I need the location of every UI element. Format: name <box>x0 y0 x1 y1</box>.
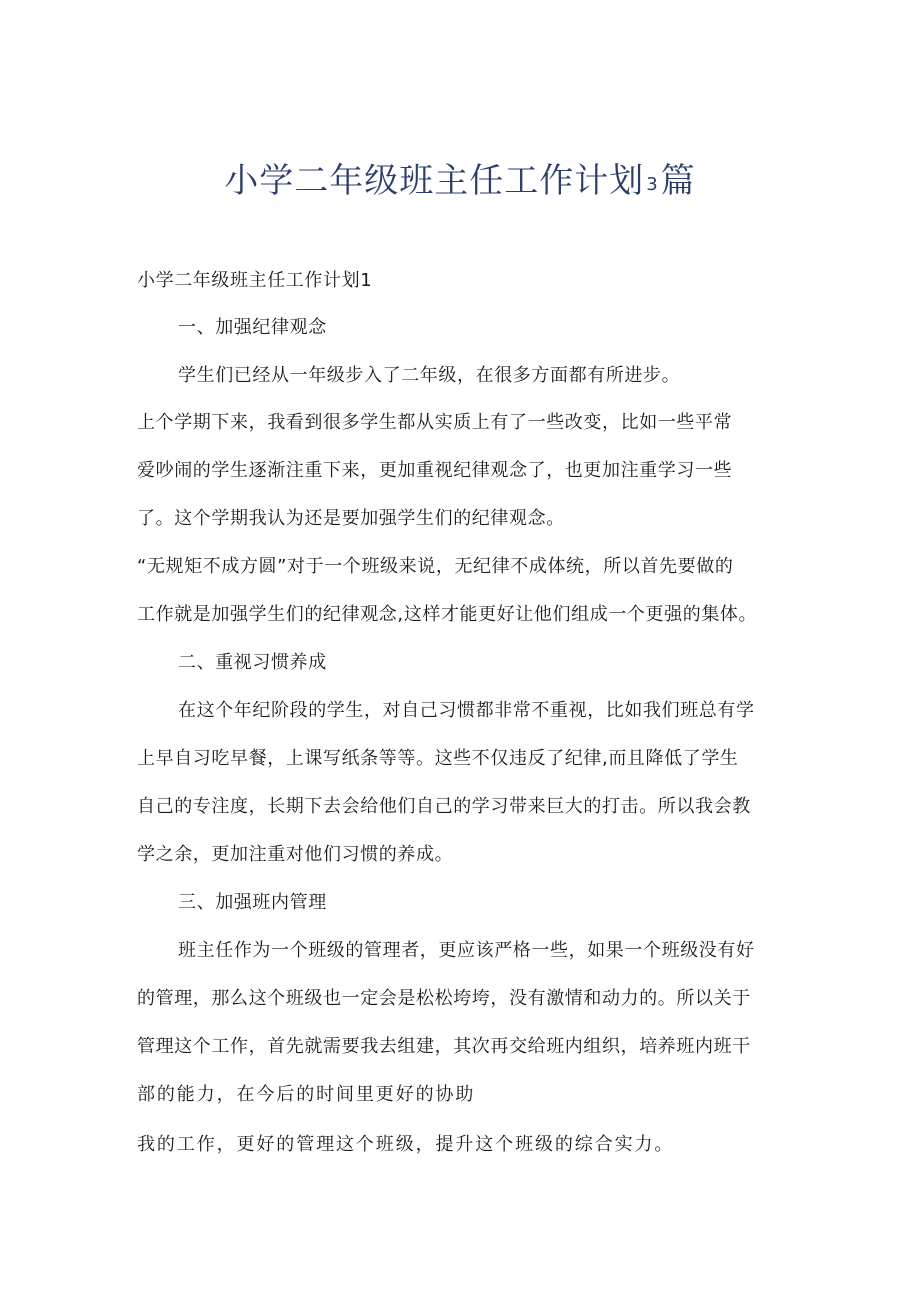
paragraph-line: “无规矩不成方圆”对于一个班级来说，无纪律不成体统，所以首先要做的 <box>137 556 734 577</box>
paragraph-line: 学之余，更加注重对他们习惯的养成。 <box>137 844 454 865</box>
document-title <box>0 158 920 208</box>
title-suffix: 篇 <box>660 161 696 201</box>
paragraph-line: 自己的专注度，长期下去会给他们自己的学习带来巨大的打击。所以我会教 <box>137 796 751 817</box>
paragraph-line: 上早自习吃早餐，上课写纸条等等。这些不仅违反了纪律,而且降低了学生 <box>137 748 739 769</box>
paragraph-line: 部的能力，在今后的时间里更好的协助 <box>137 1084 476 1105</box>
paragraph-line: 学生们已经从一年级步入了二年级，在很多方面都有所进步。 <box>178 365 681 386</box>
paragraph-line: 的管理，那么这个班级也一定会是松松垮垮，没有激情和动力的。所以关于 <box>137 988 751 1009</box>
paragraph-line: 了。这个学期我认为还是要加强学生们的纪律观念。 <box>137 508 565 529</box>
paragraph-line: 在这个年纪阶段的学生，对自己习惯都非常不重视，比如我们班总有学 <box>178 700 755 721</box>
subheading-management: 三、加强班内管理 <box>178 892 327 913</box>
section-heading: 小学二年级班主任工作计划1 <box>137 270 373 291</box>
title-number: 3 <box>646 174 659 195</box>
paragraph-line: 上个学期下来，我看到很多学生都从实质上有了一些改变，比如一些平常 <box>137 412 733 433</box>
paragraph-line: 班主任作为一个班级的管理者，更应该严格一些，如果一个班级没有好 <box>178 940 755 961</box>
subheading-habits: 二、重视习惯养成 <box>178 652 327 673</box>
paragraph-line: 管理这个工作，首先就需要我去组建，其次再交给班内组织，培养班内班干 <box>137 1036 751 1057</box>
title-main: 小学二年级班主任工作计划 <box>224 161 645 201</box>
paragraph-line: 我的工作，更好的管理这个班级，提升这个班级的综合实力。 <box>137 1134 675 1155</box>
paragraph-line: 工作就是加强学生们的纪律观念,这样才能更好让他们组成一个更强的集体。 <box>137 604 758 625</box>
subheading-discipline: 一、加强纪律观念 <box>178 317 327 338</box>
paragraph-line: 爱吵闹的学生逐渐注重下来，更加重视纪律观念了，也更加注重学习一些 <box>137 460 733 481</box>
